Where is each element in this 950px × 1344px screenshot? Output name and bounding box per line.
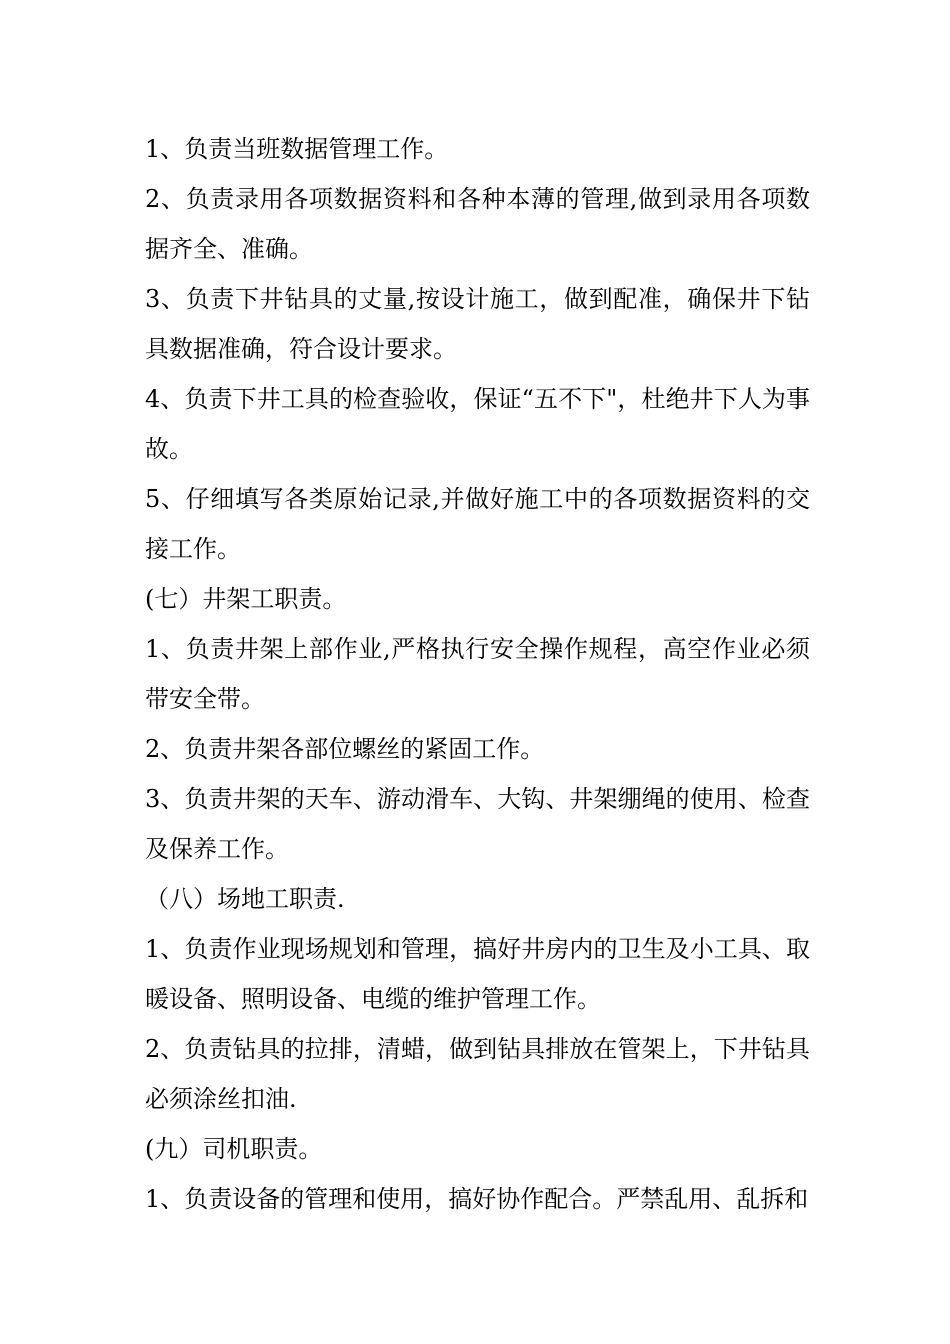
paragraph-3: 3、负责下井钻具的丈量,按设计施工，做到配准，确保井下钻具数据准确，符合设计要求。	[145, 285, 810, 363]
section-heading-site-worker: （八）场地工职责.	[145, 885, 345, 913]
paragraph-7: 2、负责井架各部位螺丝的紧固工作。	[145, 735, 545, 763]
paragraph-10: 2、负责钻具的拉排，清蜡，做到钻具排放在管架上，下井钻具必须涂丝扣油.	[145, 1035, 810, 1113]
paragraph-1: 1、负责当班数据管理工作。	[145, 135, 449, 163]
paragraph-11: 1、负责设备的管理和使用，搞好协作配合。严禁乱用、乱拆和	[145, 1185, 809, 1213]
section-heading-driver: (九）司机职责。	[145, 1135, 323, 1163]
paragraph-8: 3、负责井架的天车、游动滑车、大钩、井架绷绳的使用、检查及保养工作。	[145, 785, 810, 863]
paragraph-6: 1、负责井架上部作业,严格执行安全操作规程，高空作业必须带安全带。	[145, 635, 810, 713]
paragraph-4: 4、负责下井工具的检查验收，保证“五不下"，杜绝井下人为事故。	[145, 385, 810, 463]
paragraph-9: 1、负责作业现场规划和管理，搞好井房内的卫生及小工具、取暖设备、照明设备、电缆的维护管理工作。	[145, 935, 810, 1013]
section-heading-derrickman: (七）井架工职责。	[145, 585, 347, 613]
paragraph-2: 2、负责录用各项数据资料和各种本薄的管理,做到录用各项数据齐全、准确。	[145, 185, 810, 263]
paragraph-5: 5、仔细填写各类原始记录,并做好施工中的各项数据资料的交接工作。	[145, 485, 810, 563]
document-body	[145, 124, 810, 1224]
